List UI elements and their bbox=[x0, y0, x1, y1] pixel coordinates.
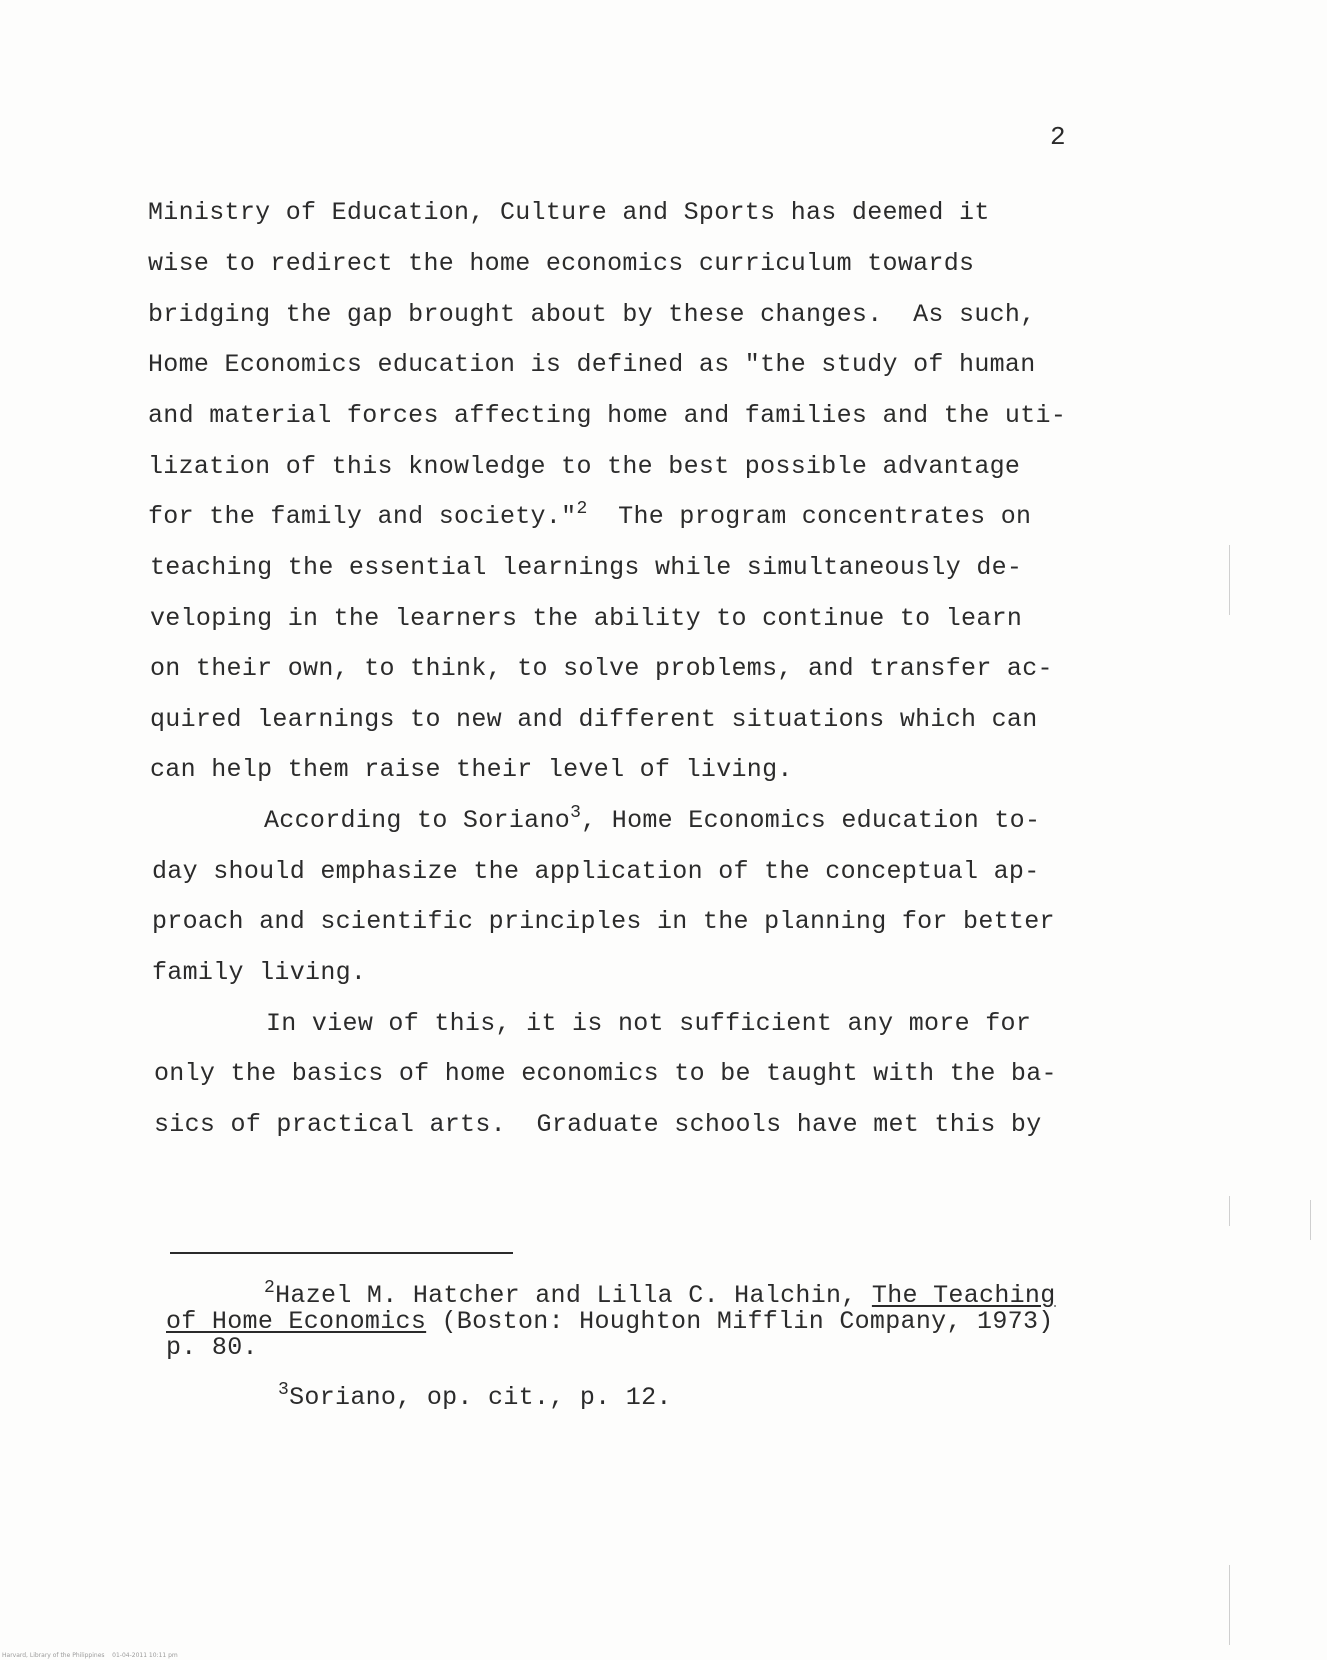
footnote-2-publisher: (Boston: Houghton Mifflin Company, 1973) bbox=[426, 1307, 1054, 1336]
para3-line-1: In view of this, it is not sufficient any more for bbox=[266, 1009, 1032, 1038]
body-line-5: and material forces affecting home and families and the uti- bbox=[148, 401, 1067, 430]
scan-artifact-right-1 bbox=[1229, 545, 1230, 615]
body-line-3: bridging the gap brought about by these changes. As such, bbox=[148, 300, 1036, 329]
footnote-2-authors: Hazel M. Hatcher and Lilla C. Halchin, bbox=[275, 1281, 872, 1310]
footnote-divider bbox=[170, 1252, 513, 1254]
para2-line-1 bbox=[264, 803, 1041, 835]
footnote-3-mark: 3 bbox=[278, 1380, 290, 1400]
para2-after: , Home Economics education to- bbox=[581, 806, 1041, 835]
body-line-9: veloping in the learners the ability to continue to learn bbox=[150, 604, 1023, 633]
body-line-6: lization of this knowledge to the best possible advantage bbox=[148, 452, 1021, 481]
body-line-2: wise to redirect the home economics curriculum towards bbox=[148, 249, 975, 278]
para2-before: According to Soriano bbox=[264, 806, 571, 835]
para3-line-2: only the basics of home economics to be taught with the ba- bbox=[154, 1059, 1057, 1088]
footnote-2-title-part2: of Home Economics bbox=[166, 1307, 427, 1336]
body-line-7-after: The program concentrates on bbox=[587, 502, 1032, 531]
footnote-3 bbox=[278, 1380, 672, 1412]
footnote-ref-3: 3 bbox=[570, 803, 582, 823]
scan-footer: Harvard, Library of the Philippines 01-04-2011 10:11 pm bbox=[2, 1652, 178, 1659]
page-number: 2 bbox=[1050, 122, 1066, 152]
body-line-10: on their own, to think, to solve problems, and transfer ac- bbox=[150, 654, 1053, 683]
para2-line-3: proach and scientific principles in the planning for better bbox=[152, 907, 1055, 936]
footnote-2-title-part1: The Teaching bbox=[871, 1281, 1056, 1310]
body-line-11: quired learnings to new and different situations which can bbox=[150, 705, 1038, 734]
para3-line-3: sics of practical arts. Graduate schools have met this by bbox=[154, 1110, 1042, 1139]
para2-line-4: family living. bbox=[152, 958, 367, 987]
para2-line-2: day should emphasize the application of the conceptual ap- bbox=[152, 857, 1040, 886]
footnote-2-line-2 bbox=[166, 1307, 1054, 1336]
scan-artifact-right-3 bbox=[1310, 1200, 1311, 1240]
footnote-2-mark: 2 bbox=[264, 1278, 276, 1298]
footnote-ref-2: 2 bbox=[576, 499, 588, 519]
body-line-7-before: for the family and society." bbox=[148, 502, 577, 531]
footnote-2-line-3: p. 80. bbox=[166, 1333, 258, 1362]
body-line-1: Ministry of Education, Culture and Sports has deemed it bbox=[148, 198, 990, 227]
body-line-4: Home Economics education is defined as "the study of human bbox=[148, 350, 1036, 379]
body-line-7 bbox=[148, 499, 1032, 531]
footnote-3-text: Soriano, op. cit., p. 12. bbox=[289, 1383, 672, 1412]
footnote-2-line-1 bbox=[264, 1278, 1056, 1310]
scan-artifact-right-2 bbox=[1229, 1196, 1230, 1226]
body-line-8: teaching the essential learnings while simultaneously de- bbox=[150, 553, 1023, 582]
body-line-12: can help them raise their level of living. bbox=[150, 755, 793, 784]
scan-artifact-right-4 bbox=[1229, 1565, 1230, 1645]
